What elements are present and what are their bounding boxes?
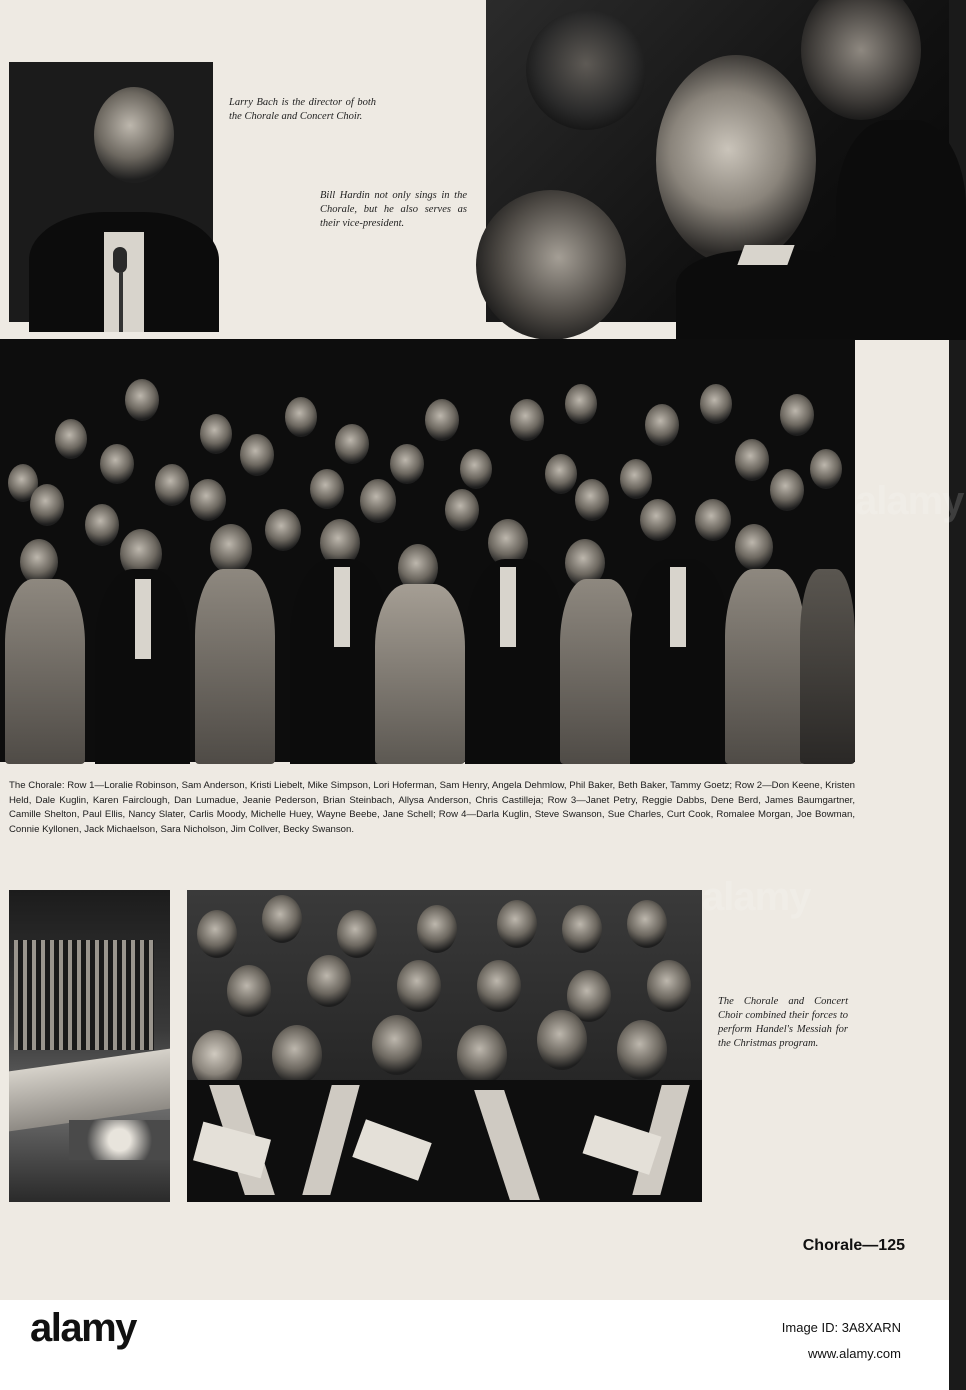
watermark-text-2: alamy <box>702 875 811 919</box>
stock-footer <box>0 1300 949 1390</box>
site-url: www.alamy.com <box>808 1346 901 1361</box>
page-folio: Chorale—125 <box>802 1237 905 1254</box>
chorale-group-photo <box>0 339 964 762</box>
image-id: Image ID: 3A8XARN <box>781 1320 901 1335</box>
director-photo <box>9 62 213 322</box>
alamy-logo: alamy <box>30 1306 136 1350</box>
chorale-roster-caption: The Chorale: Row 1—Loralie Robinson, Sam Anderson, Kristi Liebelt, Mike Simpson, Lori Hoferman, Sam Henry, Angela Dehmlow, Phil Baker, Beth Baker, Tammy Goetz; Row 2—Don Keene, Kristen Held, Dale Kuglin, Karen Fairclough, Dan Lumadue, Jeanie Pederson, Brian Steinbach, Allysa Anderson, Chris Castilleja; Row 3—Janet Petry, Reggie Dabbs, Dene Berd, James Baumgartner, Camille Shelton, Paul Ellis, Nancy Slater, Carlis Moody, Michelle Huey, Wayne Beebe, Jane Schell; Row 4—Darla Kuglin, Steve Swanson, Sue Charles, Curt Cook, Romalee Morgan, Joe Bowman, Connie Kyllonen, Jack Michaelson, Sara Nicholson, Jim Collver, Becky Swanson. <box>9 780 855 835</box>
watermark-text: alamy <box>855 479 964 523</box>
singer-closeup-photo <box>486 0 949 322</box>
vice-president-caption: Bill Hardin not only sings in the Chorale, but he also serves as their vice-president. <box>320 190 467 229</box>
stage-photo <box>9 890 170 1202</box>
director-caption: Larry Bach is the director of both the Chorale and Concert Choir. <box>229 97 376 122</box>
messiah-caption: The Chorale and Concert Choir combined their forces to perform Handel's Messiah for the Christmas program. <box>718 996 848 1049</box>
